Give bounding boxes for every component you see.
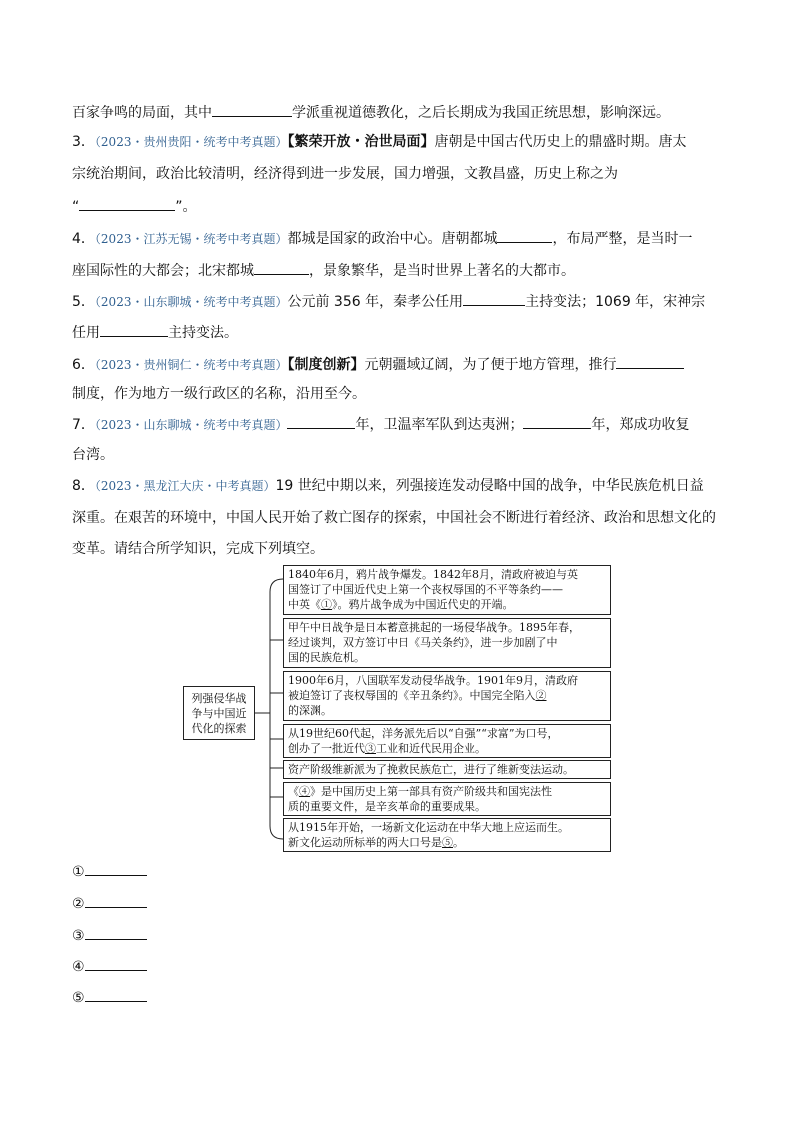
- box-text: 创办了一批近代: [288, 742, 365, 755]
- blank-marker-5: ⑤: [442, 836, 453, 849]
- intro-text-a: 百家争鸣的局面，其中: [72, 105, 212, 121]
- answer-label: ④: [72, 959, 85, 975]
- box-line: 国签订了中国近代史上第一个丧权辱国的不平等条约——: [288, 583, 563, 596]
- question-text: 19 世纪中期以来，列强接连发动侵略中国的战争，中华民族危机日益: [275, 478, 704, 494]
- answer-line-3: [72, 924, 147, 946]
- diagram-box-4: [283, 724, 611, 758]
- box-line: [288, 741, 606, 756]
- connector-brace: [270, 579, 283, 839]
- intro-text-b: 学派重视道德教化，之后长期成为我国正统思想，影响深远。: [292, 105, 670, 121]
- question-text: 座国际性的大都会；北宋都城: [72, 263, 254, 279]
- box-line: [288, 597, 606, 612]
- blank-marker-3: ③: [365, 742, 376, 755]
- box-line: [288, 784, 606, 799]
- answer-blank[interactable]: [616, 353, 684, 369]
- question-8-line-1: [72, 476, 704, 496]
- question-4-line-2: [72, 259, 575, 281]
- answer-line-4: [72, 955, 147, 977]
- question-text: 唐朝是中国古代历史上的鼎盛时期。唐太: [434, 134, 687, 150]
- question-4-line-1: [72, 227, 692, 249]
- answer-blank[interactable]: [100, 321, 168, 337]
- question-source: （2023・贵州贵阳・统考中考真题）: [94, 135, 288, 149]
- answer-line-2: [72, 892, 147, 914]
- question-text: 年，郑成功收复: [591, 417, 690, 433]
- question-text: 主持变法。: [168, 325, 238, 341]
- quote-open: “: [72, 199, 80, 215]
- question-tag: 【繁荣开放・治世局面】: [287, 134, 435, 150]
- answer-line-1: [72, 860, 147, 882]
- answer-blank[interactable]: [497, 227, 552, 243]
- quote-close: ”。: [175, 199, 197, 215]
- box-text: 。: [453, 836, 464, 849]
- blank-marker-1: ①: [321, 598, 332, 611]
- box-text: 被迫签订了丧权辱国的《辛丑条约》。中国完全陷入: [288, 689, 536, 702]
- answer-blank[interactable]: [523, 413, 591, 429]
- question-source: （2023・山东聊城・统考中考真题）: [94, 295, 288, 309]
- question-text: 元朝疆域辽阔，为了便于地方管理，推行: [364, 357, 617, 373]
- question-source: （2023・贵州铜仁・统考中考真题）: [94, 358, 288, 372]
- box-line: [288, 835, 606, 850]
- answer-blank[interactable]: [287, 413, 355, 429]
- question-7-line-1: [72, 413, 689, 435]
- blank-marker-4: ④: [299, 785, 310, 798]
- box-line: 甲午中日战争是日本蓄意挑起的一场侵华战争。1895年春，: [288, 621, 580, 634]
- question-3-line-2: [72, 164, 618, 184]
- box-line: [288, 688, 606, 703]
- question-tag: 【制度创新】: [287, 357, 365, 373]
- question-number: 7．: [72, 417, 95, 433]
- question-text: 变革。请结合所学知识，完成下列填空。: [72, 541, 324, 557]
- answer-blank[interactable]: [79, 195, 175, 211]
- answer-blank[interactable]: [85, 986, 147, 1002]
- question-5-line-1: [72, 290, 705, 312]
- question-text: 制度，作为地方一级行政区的名称，沿用至今。: [72, 386, 366, 402]
- question-source: （2023・江苏无锡・统考中考真题）: [94, 232, 288, 246]
- box-line: 从19世纪60代起，洋务派先后以“自强”“求富”为口号，: [288, 727, 559, 740]
- box-text: 》。鸦片战争成为中国近代史的开端。: [332, 598, 514, 611]
- question-text: 深重。在艰苦的环境中，中国人民开始了救亡图存的探索，中国社会不断进行着经济、政治和思想文化的: [72, 510, 716, 526]
- intro-line: [72, 101, 670, 123]
- box-line: 1900年6月，八国联军发动侵华战争。1901年9月，清政府: [288, 674, 578, 687]
- answer-blank[interactable]: [85, 860, 147, 876]
- question-number: 4．: [72, 231, 95, 247]
- question-text: ，景象繁华，是当时世界上著名的大都市。: [309, 263, 575, 279]
- box-text: 工业和近代民用企业。: [376, 742, 486, 755]
- question-7-line-2: [72, 445, 114, 465]
- diagram-box-2: [283, 618, 611, 668]
- question-source: （2023・黑龙江大庆・中考真题）: [94, 479, 276, 493]
- question-number: 3．: [72, 134, 95, 150]
- question-6-line-2: [72, 384, 366, 404]
- question-3-line-3: [72, 195, 197, 217]
- answer-label: ③: [72, 928, 85, 944]
- box-line: 经过谈判，双方签订中日《马关条约》，进一步加剧了中: [288, 636, 558, 649]
- question-text: 台湾。: [72, 447, 114, 463]
- box-line: 的深渊。: [288, 704, 332, 717]
- diagram-box-5: [283, 760, 611, 779]
- answer-blank[interactable]: [212, 101, 292, 117]
- question-text: 年，卫温率军队到达夷洲；: [355, 417, 524, 433]
- box-line: 1840年6月，鸦片战争爆发。1842年8月，清政府被迫与英: [288, 568, 578, 581]
- question-number: 5．: [72, 294, 95, 310]
- box-line: 质的重要文件，是辛亥革命的重要成果。: [288, 800, 486, 813]
- question-text: 公元前 356 年，秦孝公任用: [287, 294, 464, 310]
- answer-label: ⑤: [72, 990, 85, 1006]
- question-6-line-1: [72, 353, 684, 375]
- diagram-box-1: [283, 565, 611, 615]
- question-text: 都城是国家的政治中心。唐朝都城: [287, 231, 498, 247]
- box-line: 资产阶级维新派为了挽救民族危亡，进行了维新变法运动。: [288, 763, 574, 776]
- answer-blank[interactable]: [463, 290, 525, 306]
- diagram-box-6: [283, 782, 611, 816]
- answer-line-5: [72, 986, 147, 1008]
- diagram-root-label: 列强侵华战争与中国近代化的探索: [191, 691, 247, 735]
- question-text: ，布局严整，是当时一: [552, 231, 693, 247]
- diagram-box-3: [283, 671, 611, 721]
- box-text: 新文化运动所标举的两大口号是: [288, 836, 442, 849]
- answer-blank[interactable]: [85, 892, 147, 908]
- diagram-root: [183, 686, 255, 740]
- answer-blank[interactable]: [85, 955, 147, 971]
- question-3-line-1: [72, 132, 686, 152]
- blank-marker-2: ②: [535, 689, 547, 702]
- box-text: 》是中国历史上第一部具有资产阶级共和国宪法性: [310, 785, 552, 798]
- question-number: 8．: [72, 478, 95, 494]
- question-8-line-3: [72, 539, 324, 559]
- answer-blank[interactable]: [254, 259, 309, 275]
- question-text: 主持变法；1069 年，宋神宗: [525, 294, 706, 310]
- answer-label: ②: [72, 896, 85, 912]
- question-text: 任用: [72, 325, 100, 341]
- question-source: （2023・山东聊城・统考中考真题）: [94, 418, 288, 432]
- box-text: 《: [288, 785, 299, 798]
- question-number: 6．: [72, 357, 95, 373]
- question-text: 宗统治期间，政治比较清明，经济得到进一步发展，国力增强，文教昌盛，历史上称之为: [72, 166, 618, 182]
- diagram-box-7: [283, 818, 611, 852]
- answer-label: ①: [72, 864, 85, 880]
- box-line: 从1915年开始，一场新文化运动在中华大地上应运而生。: [288, 821, 569, 834]
- box-line: 国的民族危机。: [288, 651, 365, 664]
- answer-blank[interactable]: [85, 924, 147, 940]
- box-text: 中英《: [288, 598, 321, 611]
- question-5-line-2: [72, 321, 238, 343]
- question-8-line-2: [72, 508, 716, 528]
